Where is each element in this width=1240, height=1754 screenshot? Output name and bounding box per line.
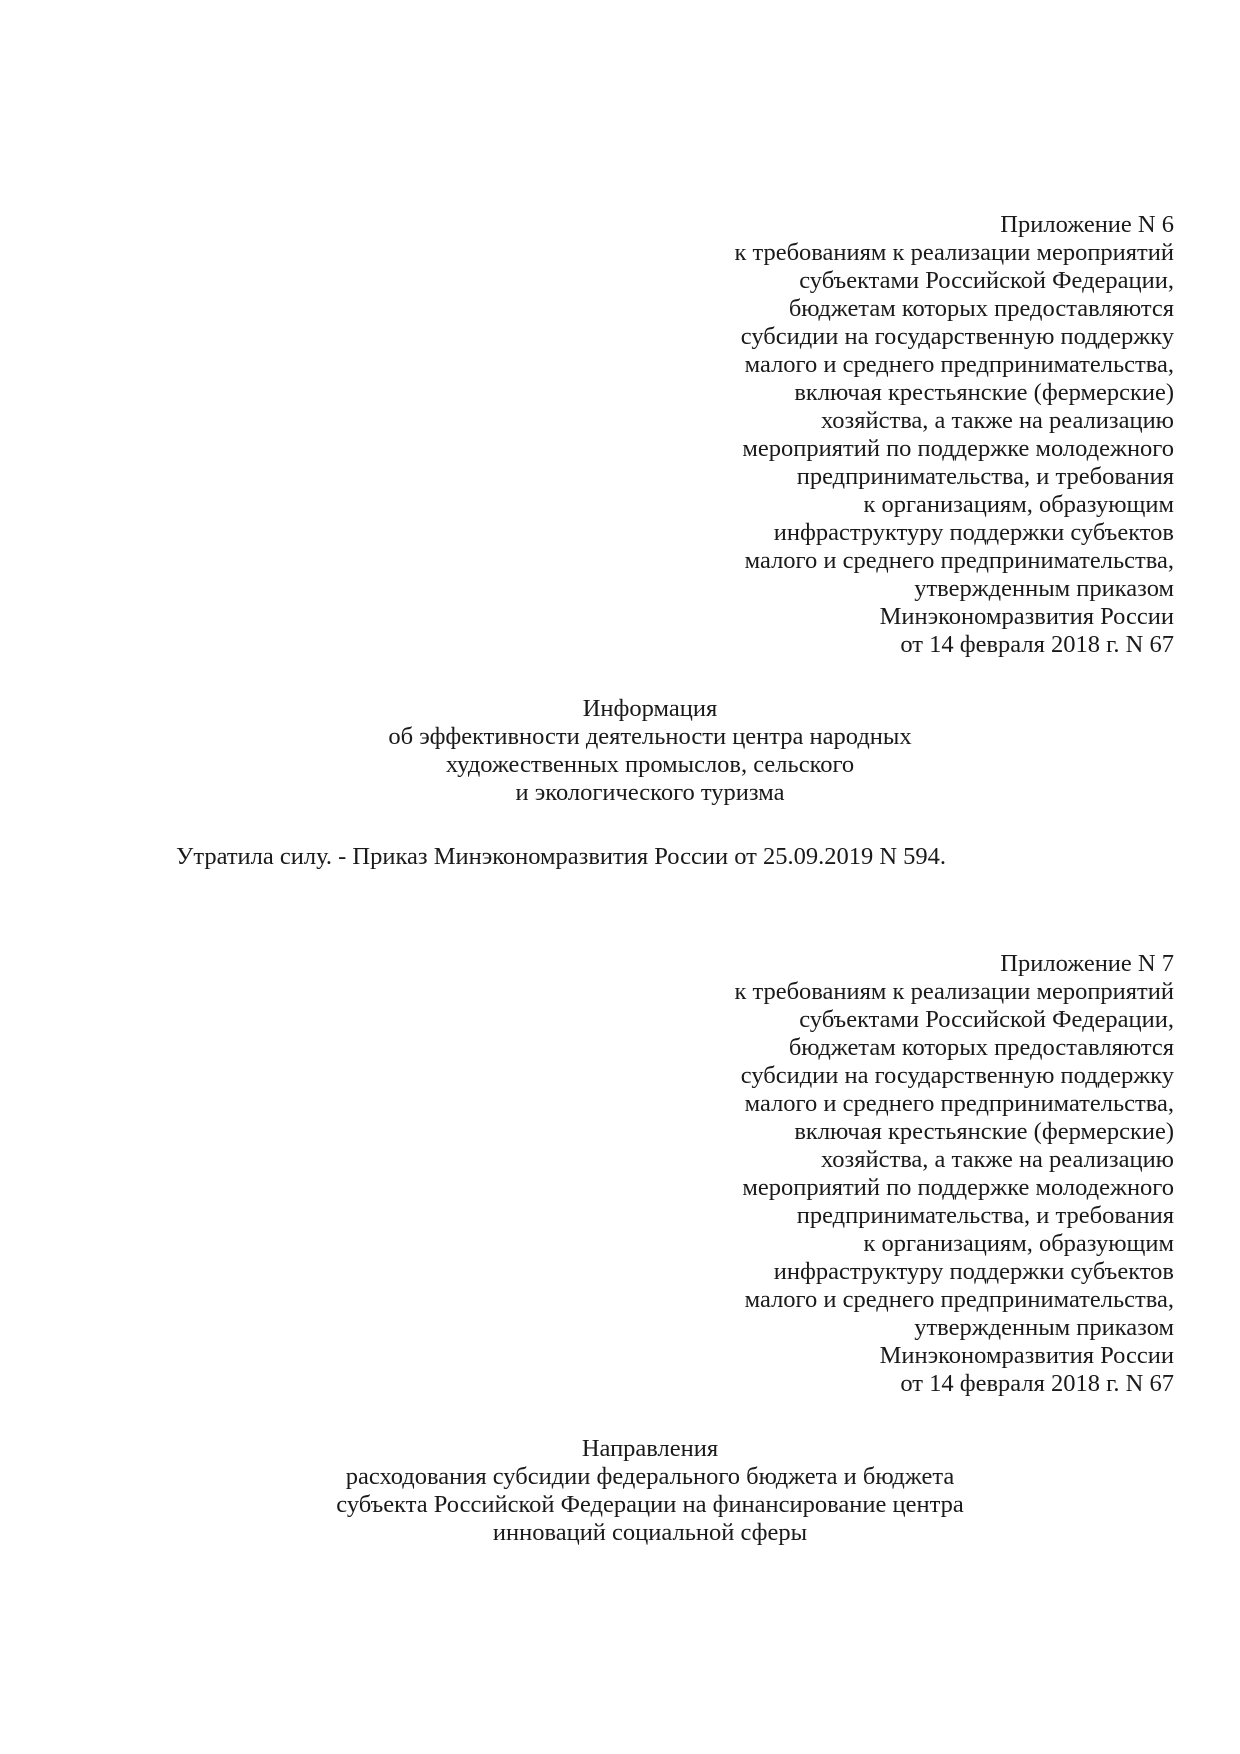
appendix-7-date: от 14 февраля 2018 г. N 67 (900, 1370, 1174, 1397)
appendix-7-line: субсидии на государственную поддержку (740, 1062, 1174, 1089)
appendix-7-line: малого и среднего предпринимательства, (744, 1090, 1174, 1117)
appendix-6-title: Приложение N 6 (1000, 211, 1174, 238)
appendix-6-line: субсидии на государственную поддержку (740, 323, 1174, 350)
appendix-6-line: предпринимательства, и требования (796, 463, 1174, 490)
appendix-7-line: Минэкономразвития России (879, 1342, 1174, 1369)
appendix-6-line: включая крестьянские (фермерские) (794, 379, 1174, 406)
section-7-subtitle: инноваций социальной сферы (492, 1519, 808, 1546)
section-6-heading (0, 695, 1240, 807)
appendix-7-line: бюджетам которых предоставляются (788, 1034, 1174, 1061)
appendix-6-header (614, 211, 1174, 659)
appendix-7-header (614, 950, 1174, 1398)
appendix-7-line: предпринимательства, и требования (796, 1202, 1174, 1229)
appendix-7-line: малого и среднего предпринимательства, (744, 1286, 1174, 1313)
appendix-7-line: инфраструктуру поддержки субъектов (773, 1258, 1174, 1285)
appendix-7-line: к требованиям к реализации мероприятий (734, 978, 1174, 1005)
section-7-subtitle: субъекта Российской Федерации на финансирование центра (336, 1491, 964, 1518)
section-6-subtitle: и экологического туризма (515, 779, 785, 806)
section-6-subtitle: художественных промыслов, сельского (445, 751, 855, 778)
appendix-7-line: утвержденным приказом (914, 1314, 1174, 1341)
appendix-6-line: утвержденным приказом (914, 575, 1174, 602)
appendix-7-line: хозяйства, а также на реализацию (820, 1146, 1174, 1173)
appendix-6-line: субъектами Российской Федерации, (799, 267, 1174, 294)
appendix-6-line: Минэкономразвития России (879, 603, 1174, 630)
appendix-7-line: мероприятий по поддержке молодежного (742, 1174, 1174, 1201)
section-7-subtitle: расходования субсидии федерального бюджета и бюджета (345, 1463, 955, 1490)
appendix-6-line: мероприятий по поддержке молодежного (742, 435, 1174, 462)
appendix-6-line: хозяйства, а также на реализацию (820, 407, 1174, 434)
section-7-title: Направления (581, 1435, 719, 1462)
appendix-6-line: бюджетам которых предоставляются (788, 295, 1174, 322)
appendix-6-date: от 14 февраля 2018 г. N 67 (900, 631, 1174, 658)
appendix-6-line: малого и среднего предпринимательства, (744, 351, 1174, 378)
appendix-6-line: к организациям, образующим (863, 491, 1174, 518)
appendix-7-line: к организациям, образующим (863, 1230, 1174, 1257)
section-6-title: Информация (582, 695, 718, 722)
section-7-heading (0, 1435, 1240, 1547)
repealed-note: Утратила силу. - Приказ Минэкономразвития России от 25.09.2019 N 594. (176, 843, 947, 870)
appendix-7-line: субъектами Российской Федерации, (799, 1006, 1174, 1033)
appendix-6-line: инфраструктуру поддержки субъектов (773, 519, 1174, 546)
appendix-7-line: включая крестьянские (фермерские) (794, 1118, 1174, 1145)
section-6-subtitle: об эффективности деятельности центра народных (388, 723, 912, 750)
appendix-6-line: к требованиям к реализации мероприятий (734, 239, 1174, 266)
appendix-7-title: Приложение N 7 (1000, 950, 1174, 977)
appendix-6-line: малого и среднего предпринимательства, (744, 547, 1174, 574)
